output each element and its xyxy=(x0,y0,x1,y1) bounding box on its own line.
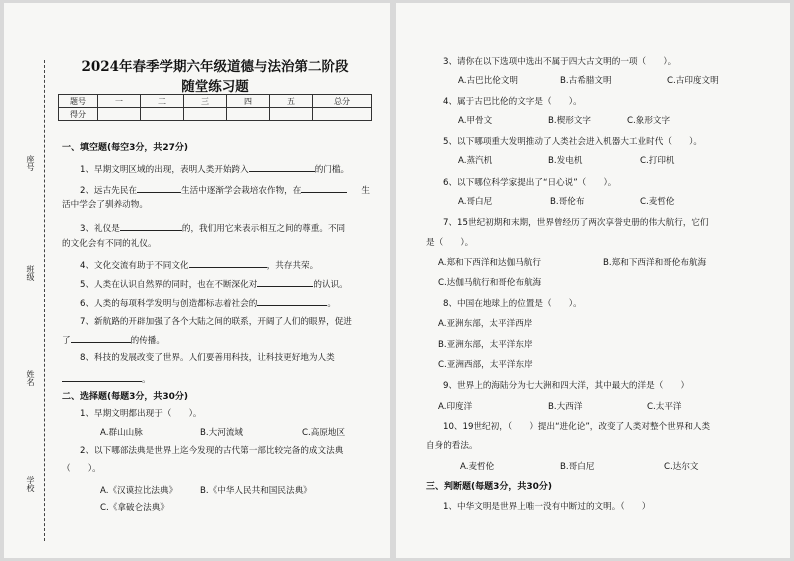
choice-q10-option-a[interactable]: A.麦哲伦 xyxy=(460,462,495,472)
fill-q7: 7、新航路的开辟加强了各个大陆之间的联系，开阔了人们的眼界，促进 xyxy=(80,317,352,327)
school-label: 学校 xyxy=(26,476,35,492)
choice-q4-option-a[interactable]: A.甲骨文 xyxy=(458,116,493,126)
fill-q5: 5、人类在认识自然界的同时，也在不断深化对 的认识。 xyxy=(80,277,348,291)
choice-q7-option-a[interactable]: A.郑和下西洋和达伽马航行 xyxy=(438,258,541,268)
choice-q6-option-c[interactable]: C.麦哲伦 xyxy=(640,197,675,207)
choice-q7-option-c[interactable]: C.达伽马航行和哥伦布航海 xyxy=(438,278,542,288)
score-header-cell: 一 xyxy=(98,95,141,108)
choice-q1-option-b[interactable]: B.大河流域 xyxy=(200,428,244,438)
choice-q4-option-c[interactable]: C.象形文字 xyxy=(627,116,671,126)
choice-q9-option-a[interactable]: A.印度洋 xyxy=(438,402,473,412)
choice-q7-stem: 7、15世纪初期和末期，世界曾经历了两次享誉史册的伟大航行，它们 xyxy=(443,218,709,228)
choice-q9-option-c[interactable]: C.太平洋 xyxy=(647,402,682,412)
choice-q6-option-b[interactable]: B.哥伦布 xyxy=(550,197,585,207)
choice-q8-option-c[interactable]: C.亚洲西部，太平洋东岸 xyxy=(438,360,533,370)
choice-q10-stem-cont: 自身的看法。 xyxy=(426,441,478,451)
choice-q2-option-c[interactable]: C.《拿破仑法典》 xyxy=(100,503,169,513)
choice-q2-option-b[interactable]: B.《中华人民共和国民法典》 xyxy=(200,486,312,496)
fill-q2: 2、远古先民在 生活中逐渐学会栽培农作物，在 生 xyxy=(80,183,370,197)
fill-q3-cont: 的文化会有不同的礼仪。 xyxy=(62,239,157,249)
fill-q6: 6、人类的每项科学发明与创造都标志着社会的 。 xyxy=(80,296,336,310)
score-header-cell: 题号 xyxy=(59,95,98,108)
exam-title: 2024年春季学期六年级道德与法治第二阶段 xyxy=(81,59,349,75)
fill-q7-cont: 了 的传播。 xyxy=(62,333,165,347)
choice-q3-option-b[interactable]: B.古希腊文明 xyxy=(560,76,612,86)
choice-q6-option-a[interactable]: A.哥白尼 xyxy=(458,197,493,207)
answer-blank[interactable] xyxy=(137,183,181,193)
score-cell[interactable] xyxy=(227,108,270,121)
choice-q5-option-c[interactable]: C.打印机 xyxy=(640,156,675,166)
section2-header: 二、选择题(每题3分，共30分) xyxy=(62,392,189,402)
fill-q4: 4、文化交流有助于不同文化 ，共存共荣。 xyxy=(80,258,318,272)
choice-q9-option-b[interactable]: B.大西洋 xyxy=(548,402,583,412)
section3-header: 三、判断题(每题3分，共30分) xyxy=(426,482,553,492)
score-cell[interactable] xyxy=(313,108,372,121)
choice-q7-option-b[interactable]: B.郑和下西洋和哥伦布航海 xyxy=(603,258,707,268)
score-cell[interactable] xyxy=(184,108,227,121)
choice-q1-option-a[interactable]: A.群山山脉 xyxy=(100,428,143,438)
choice-q4-option-b[interactable]: B.楔形文字 xyxy=(548,116,592,126)
answer-blank[interactable] xyxy=(120,221,182,231)
choice-q3-option-a[interactable]: A.古巴比伦文明 xyxy=(458,76,519,86)
answer-blank[interactable] xyxy=(257,277,313,287)
choice-q10-option-c[interactable]: C.达尔文 xyxy=(664,462,699,472)
score-cell[interactable] xyxy=(270,108,313,121)
choice-q10-option-b[interactable]: B.哥白尼 xyxy=(560,462,595,472)
fill-q8-cont: 。 xyxy=(62,372,151,386)
score-table xyxy=(58,94,372,121)
fill-q2-cont: 活中学会了驯养动物。 xyxy=(62,200,148,210)
judge-q1: 1、中华文明是世界上唯一没有中断过的文明。（ ） xyxy=(443,502,651,512)
choice-q5-option-a[interactable]: A.蒸汽机 xyxy=(458,156,493,166)
choice-q1-stem: 1、早期文明都出现于（ ）。 xyxy=(80,409,202,419)
choice-q2-stem-cont: （ ）。 xyxy=(62,464,101,474)
binding-line xyxy=(44,60,45,541)
choice-q9-stem: 9、世界上的海陆分为七大洲和四大洋，其中最大的洋是（ ） xyxy=(443,381,690,391)
answer-blank[interactable] xyxy=(71,333,131,343)
class-label: 班级 xyxy=(26,265,35,281)
score-header-cell: 四 xyxy=(227,95,270,108)
answer-blank[interactable] xyxy=(249,162,315,172)
choice-q7-stem-cont: 是（ ）。 xyxy=(426,238,474,248)
fill-q3: 3、礼仪是 的，我们用它来表示相互之间的尊重。不同 xyxy=(80,221,345,235)
choice-q1-option-c[interactable]: C.高原地区 xyxy=(302,428,346,438)
choice-q5-stem: 5、以下哪项重大发明推动了人类社会进入机器大工业时代（ ）。 xyxy=(443,137,702,147)
choice-q2-option-a[interactable]: A.《汉谟拉比法典》 xyxy=(100,486,178,496)
name-label: 姓名 xyxy=(26,370,35,386)
choice-q8-option-a[interactable]: A.亚洲东部，太平洋西岸 xyxy=(438,319,533,329)
choice-q3-option-c[interactable]: C.古印度文明 xyxy=(667,76,719,86)
choice-q10-stem: 10、19世纪初，（ ）提出“进化论”，改变了人类对整个世界和人类 xyxy=(443,422,711,432)
score-header-cell: 五 xyxy=(270,95,313,108)
score-header-cell: 总分 xyxy=(313,95,372,108)
fill-q8: 8、科技的发展改变了世界。人们要善用科技，让科技更好地为人类 xyxy=(80,353,335,363)
choice-q6-stem: 6、以下哪位科学家提出了“日心说”（ ）。 xyxy=(443,178,617,188)
answer-blank[interactable] xyxy=(301,183,347,193)
choice-q8-stem: 8、中国在地球上的位置是（ ）。 xyxy=(443,299,582,309)
score-header-cell: 二 xyxy=(141,95,184,108)
exam-subtitle: 随堂练习题 xyxy=(181,79,249,95)
choice-q4-stem: 4、属于古巴比伦的文字是（ ）。 xyxy=(443,97,582,107)
fill-q1: 1、早期文明区域的出现，表明人类开始跨入 的门槛。 xyxy=(80,162,349,176)
score-cell[interactable] xyxy=(141,108,184,121)
score-cell[interactable] xyxy=(98,108,141,121)
choice-q3-stem: 3、请你在以下选项中选出不属于四大古文明的一项（ ）。 xyxy=(443,57,677,67)
choice-q2-stem: 2、以下哪部法典是世界上迄今发现的古代第一部比较完备的成文法典 xyxy=(80,446,344,456)
answer-blank[interactable] xyxy=(62,372,142,382)
score-row-label: 得分 xyxy=(59,108,98,121)
score-header-cell: 三 xyxy=(184,95,227,108)
choice-q5-option-b[interactable]: B.发电机 xyxy=(548,156,583,166)
section1-header: 一、填空题(每空3分，共27分) xyxy=(62,143,189,153)
choice-q8-option-b[interactable]: B.亚洲东部，太平洋东岸 xyxy=(438,340,533,350)
seat-label: 座号 xyxy=(26,155,35,171)
answer-blank[interactable] xyxy=(189,258,267,268)
answer-blank[interactable] xyxy=(257,296,327,306)
